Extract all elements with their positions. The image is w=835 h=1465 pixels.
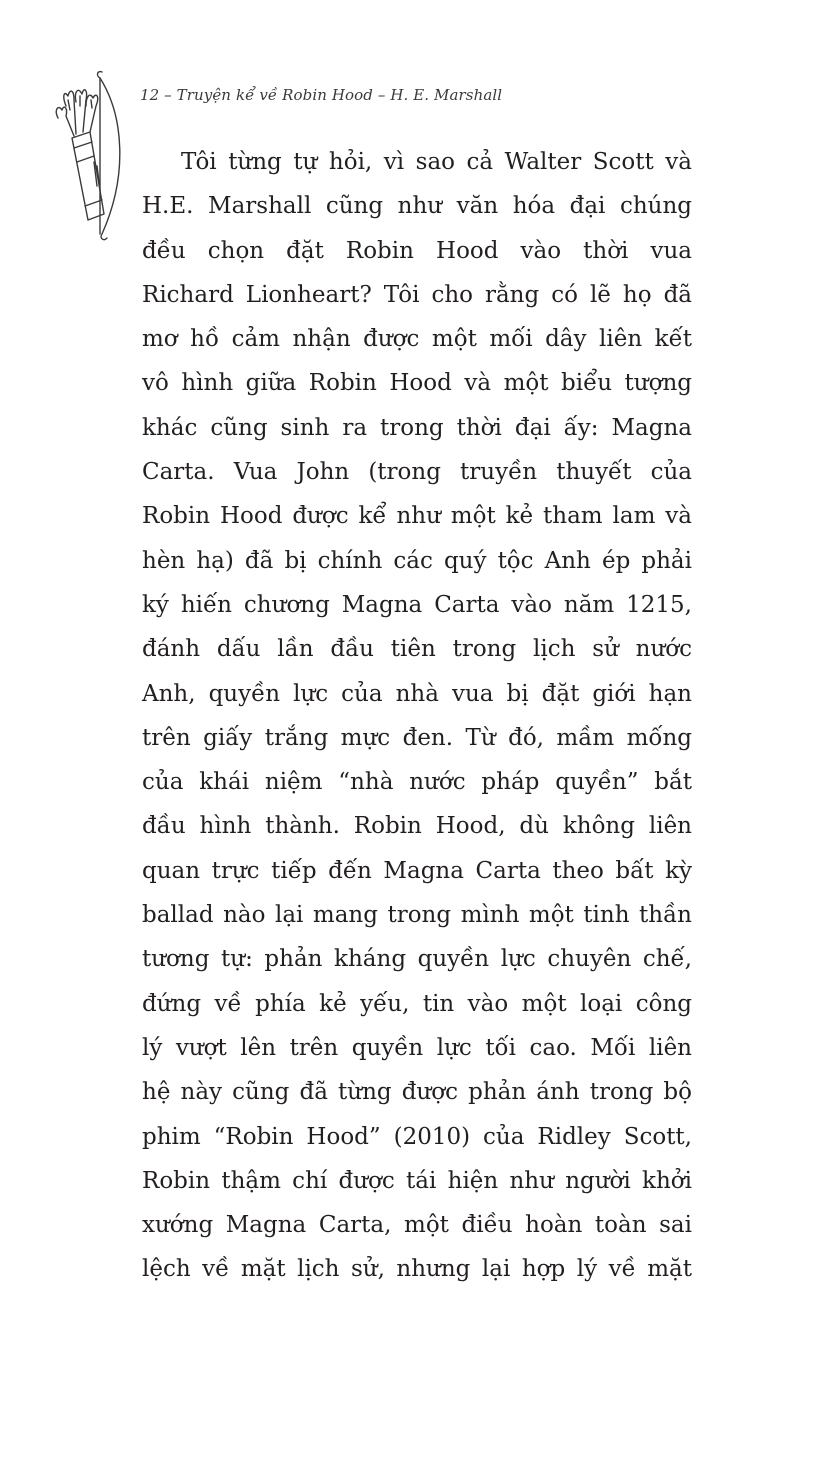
text-line: hệ này cũng đã từng được phản ánh trong bộ — [142, 1079, 692, 1106]
text-line: Tôi từng tự hỏi, vì sao cả Walter Scott và — [181, 149, 692, 175]
text-line: tương tự: phản kháng quyền lực chuyên chế, — [142, 946, 692, 973]
text-line: của khái niệm “nhà nước pháp quyền” bắt — [142, 769, 692, 796]
text-line: phim “Robin Hood” (2010) của Ridley Scott, — [142, 1123, 692, 1150]
text-line: Robin thậm chí được tái hiện như người khởi — [142, 1167, 692, 1194]
text-line: lệch về mặt lịch sử, nhưng lại hợp lý về mặt — [142, 1256, 692, 1283]
text-line: xướng Magna Carta, một điều hoàn toàn sai — [142, 1212, 692, 1239]
text-line: đánh dấu lần đầu tiên trong lịch sử nước — [142, 636, 692, 663]
text-line: Richard Lionheart? Tôi cho rằng có lẽ họ đã — [142, 281, 692, 308]
text-line: hèn hạ) đã bị chính các quý tộc Anh ép phải — [142, 547, 692, 574]
text-line: ký hiến chương Magna Carta vào năm 1215, — [142, 591, 692, 618]
text-line: lý vượt lên trên quyền lực tối cao. Mối liên — [142, 1034, 692, 1061]
running-header: 12 – Truyện kể về Robin Hood – H. E. Marshall — [140, 86, 503, 104]
text-line: quan trực tiếp đến Magna Carta theo bất kỳ — [142, 857, 692, 884]
text-line: Robin Hood được kể như một kẻ tham lam và — [142, 503, 692, 530]
text-line: đứng về phía kẻ yếu, tin vào một loại công — [142, 990, 692, 1017]
text-line: mơ hồ cảm nhận được một mối dây liên kết — [142, 326, 692, 353]
text-line: khác cũng sinh ra trong thời đại ấy: Magna — [142, 414, 692, 441]
text-line: vô hình giữa Robin Hood và một biểu tượng — [142, 370, 692, 397]
text-line: ballad nào lại mang trong mình một tinh thần — [142, 902, 692, 929]
text-line: đầu hình thành. Robin Hood, dù không liên — [142, 813, 692, 840]
text-line: Carta. Vua John (trong truyền thuyết của — [142, 459, 692, 486]
quiver-and-bow-icon — [50, 66, 138, 246]
text-line: trên giấy trắng mực đen. Từ đó, mầm mống — [142, 724, 692, 751]
text-line: Anh, quyền lực của nhà vua bị đặt giới hạn — [142, 680, 692, 707]
body-paragraph — [142, 140, 692, 1292]
text-line: đều chọn đặt Robin Hood vào thời vua — [142, 237, 692, 264]
text-line: H.E. Marshall cũng như văn hóa đại chúng — [142, 193, 692, 220]
